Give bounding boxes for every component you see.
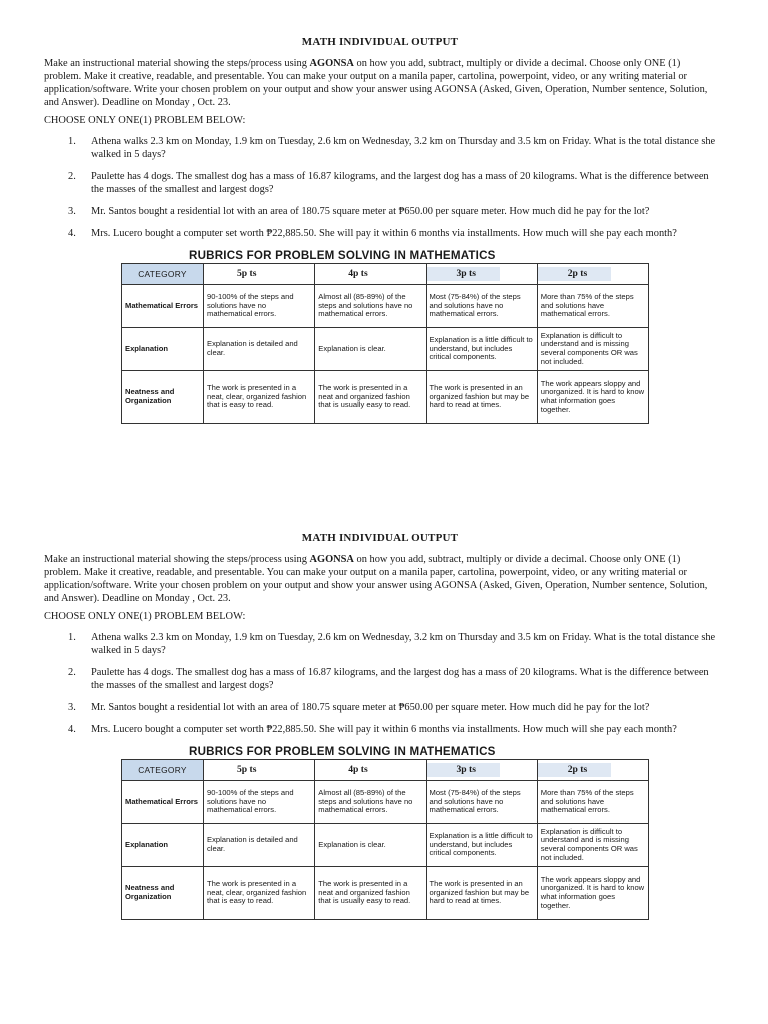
agonsa-emphasis: AGONSA [309, 58, 354, 69]
rubric-cell: Most (75-84%) of the steps and solutions have no mathematical errors. [426, 285, 537, 328]
rubric-table [121, 759, 649, 920]
rubric-header-4pts: 4p ts [315, 264, 426, 285]
rubric-header-4pts: 4p ts [315, 760, 426, 781]
rubric-cell: Explanation is difficult to understand and is missing several components OR was not included. [537, 824, 648, 867]
rubric-cell: The work is presented in a neat and organized fashion that is usually easy to read. [315, 371, 426, 424]
rubric-cell: The work is presented in a neat, clear, organized fashion that is easy to read. [204, 371, 315, 424]
problem-number: 3. [68, 206, 76, 217]
rubric-header-row [122, 264, 649, 285]
rubric-cell: 90-100% of the steps and solutions have no mathematical errors. [204, 781, 315, 824]
problem-item [44, 170, 716, 196]
agonsa-emphasis: AGONSA [309, 554, 354, 565]
problem-number: 1. [68, 136, 76, 147]
problem-list [44, 135, 716, 240]
handout-copy-1 [44, 36, 716, 424]
instructions-paragraph: Make an instructional material showing the steps/process using AGONSA on how you add, subtract, multiply or divide a decimal. Choose only ONE (1) problem. Make it creative, readable, and presentable. You can make your output on a manila paper, cartolina, powerpoint, video, or any writing material or application/software. Write your chosen problem on your output and show your answer using AGONSA (Asked, Given, Operation, Number sentence, Solution, and Answer). Deadline on Monday , Oct. 23. [44, 554, 708, 604]
problem-text: Paulette has 4 dogs. The smallest dog has a mass of 16.87 kilograms, and the largest dog has a mass of 20 kilograms. What is the difference between the masses of the smallest and largest dogs? [91, 667, 709, 691]
rubric-header-5pts: 5p ts [204, 264, 315, 285]
problem-text: Mrs. Lucero bought a computer set worth ₱22,885.50. She will pay it within 6 months via installments. How much will she pay each month? [91, 724, 677, 735]
problem-text: Athena walks 2.3 km on Monday, 1.9 km on Tuesday, 2.6 km on Wednesday, 3.2 km on Thursday and 3.5 km on Friday. What is the total distance she walked in 5 days? [91, 136, 716, 160]
problem-item [44, 205, 716, 218]
document-title: MATH INDIVIDUAL OUTPUT [301, 36, 459, 48]
rubric-cell: Explanation is a little difficult to understand, but includes critical components. [426, 328, 537, 371]
rubric-cell: 90-100% of the steps and solutions have no mathematical errors. [204, 285, 315, 328]
rubric-row-neatness [122, 371, 649, 424]
rubric-title: RUBRICS FOR PROBLEM SOLVING IN MATHEMATICS [189, 745, 496, 758]
problem-text: Athena walks 2.3 km on Monday, 1.9 km on Tuesday, 2.6 km on Wednesday, 3.2 km on Thursday and 3.5 km on Friday. What is the total distance she walked in 5 days? [91, 632, 716, 656]
rubric-header-5pts: 5p ts [204, 760, 315, 781]
rubric-cell: Most (75-84%) of the steps and solutions have no mathematical errors. [426, 781, 537, 824]
rubric-header-category: CATEGORY [122, 264, 204, 285]
rubric-cell: The work appears sloppy and unorganized. It is hard to know what information goes together. [537, 371, 648, 424]
rubric-row-explanation [122, 824, 649, 867]
rubric-header-category: CATEGORY [122, 760, 204, 781]
rubric-cell: The work is presented in a neat, clear, organized fashion that is easy to read. [204, 867, 315, 920]
rubric-cell: Explanation is clear. [315, 824, 426, 867]
rubric-category-cell: Neatness and Organization [122, 371, 204, 424]
handout-copy-2 [44, 532, 716, 920]
problem-number: 4. [68, 724, 76, 735]
rubric-row-mathematical-errors [122, 781, 649, 824]
problem-item [44, 631, 716, 657]
problem-item [44, 135, 716, 161]
rubric-category-cell: Mathematical Errors [122, 285, 204, 328]
rubric-category-cell: Neatness and Organization [122, 867, 204, 920]
rubric-row-mathematical-errors [122, 285, 649, 328]
problem-item [44, 227, 716, 240]
rubric-cell: Almost all (85-89%) of the steps and solutions have no mathematical errors. [315, 781, 426, 824]
rubric-cell: Explanation is detailed and clear. [204, 824, 315, 867]
rubric-cell: The work is presented in an organized fashion but may be hard to read at times. [426, 867, 537, 920]
rubric-category-cell: Explanation [122, 328, 204, 371]
problem-text: Paulette has 4 dogs. The smallest dog has a mass of 16.87 kilograms, and the largest dog has a mass of 20 kilograms. What is the difference between the masses of the smallest and largest dogs? [91, 171, 709, 195]
rubric-cell: More than 75% of the steps and solutions have mathematical errors. [537, 285, 648, 328]
rubric-table [121, 263, 649, 424]
problem-number: 2. [68, 171, 76, 182]
rubric-header-2pts: 2p ts [537, 760, 648, 781]
problem-item [44, 666, 716, 692]
choose-label: CHOOSE ONLY ONE(1) PROBLEM BELOW: [44, 115, 246, 126]
document-title: MATH INDIVIDUAL OUTPUT [301, 532, 459, 544]
rubric-header-3pts: 3p ts [426, 760, 537, 781]
rubric-row-neatness [122, 867, 649, 920]
problem-text: Mr. Santos bought a residential lot with an area of 180.75 square meter at ₱650.00 per square meter. How much did he pay for the lot? [91, 702, 650, 713]
rubric-cell: Explanation is a little difficult to understand, but includes critical components. [426, 824, 537, 867]
problem-number: 2. [68, 667, 76, 678]
rubric-cell: More than 75% of the steps and solutions have mathematical errors. [537, 781, 648, 824]
rubric-header-row [122, 760, 649, 781]
rubric-cell: The work appears sloppy and unorganized. It is hard to know what information goes together. [537, 867, 648, 920]
problem-number: 1. [68, 632, 76, 643]
rubric-cell: The work is presented in a neat and organized fashion that is usually easy to read. [315, 867, 426, 920]
rubric-row-explanation [122, 328, 649, 371]
rubric-header-2pts: 2p ts [537, 264, 648, 285]
problem-text: Mrs. Lucero bought a computer set worth ₱22,885.50. She will pay it within 6 months via installments. How much will she pay each month? [91, 228, 677, 239]
rubric-header-3pts: 3p ts [426, 264, 537, 285]
rubric-cell: Almost all (85-89%) of the steps and solutions have no mathematical errors. [315, 285, 426, 328]
problem-list [44, 631, 716, 736]
rubric-cell: The work is presented in an organized fashion but may be hard to read at times. [426, 371, 537, 424]
problem-number: 4. [68, 228, 76, 239]
problem-text: Mr. Santos bought a residential lot with an area of 180.75 square meter at ₱650.00 per square meter. How much did he pay for the lot? [91, 206, 650, 217]
choose-label: CHOOSE ONLY ONE(1) PROBLEM BELOW: [44, 611, 246, 622]
rubric-cell: Explanation is difficult to understand and is missing several components OR was not included. [537, 328, 648, 371]
rubric-category-cell: Mathematical Errors [122, 781, 204, 824]
problem-number: 3. [68, 702, 76, 713]
rubric-cell: Explanation is clear. [315, 328, 426, 371]
rubric-title: RUBRICS FOR PROBLEM SOLVING IN MATHEMATICS [189, 249, 496, 262]
problem-item [44, 701, 716, 714]
rubric-cell: Explanation is detailed and clear. [204, 328, 315, 371]
instructions-paragraph: Make an instructional material showing the steps/process using AGONSA on how you add, subtract, multiply or divide a decimal. Choose only ONE (1) problem. Make it creative, readable, and presentable. You can make your output on a manila paper, cartolina, powerpoint, video, or any writing material or application/software. Write your chosen problem on your output and show your answer using AGONSA (Asked, Given, Operation, Number sentence, Solution, and Answer). Deadline on Monday , Oct. 23. [44, 58, 708, 108]
problem-item [44, 723, 716, 736]
rubric-category-cell: Explanation [122, 824, 204, 867]
